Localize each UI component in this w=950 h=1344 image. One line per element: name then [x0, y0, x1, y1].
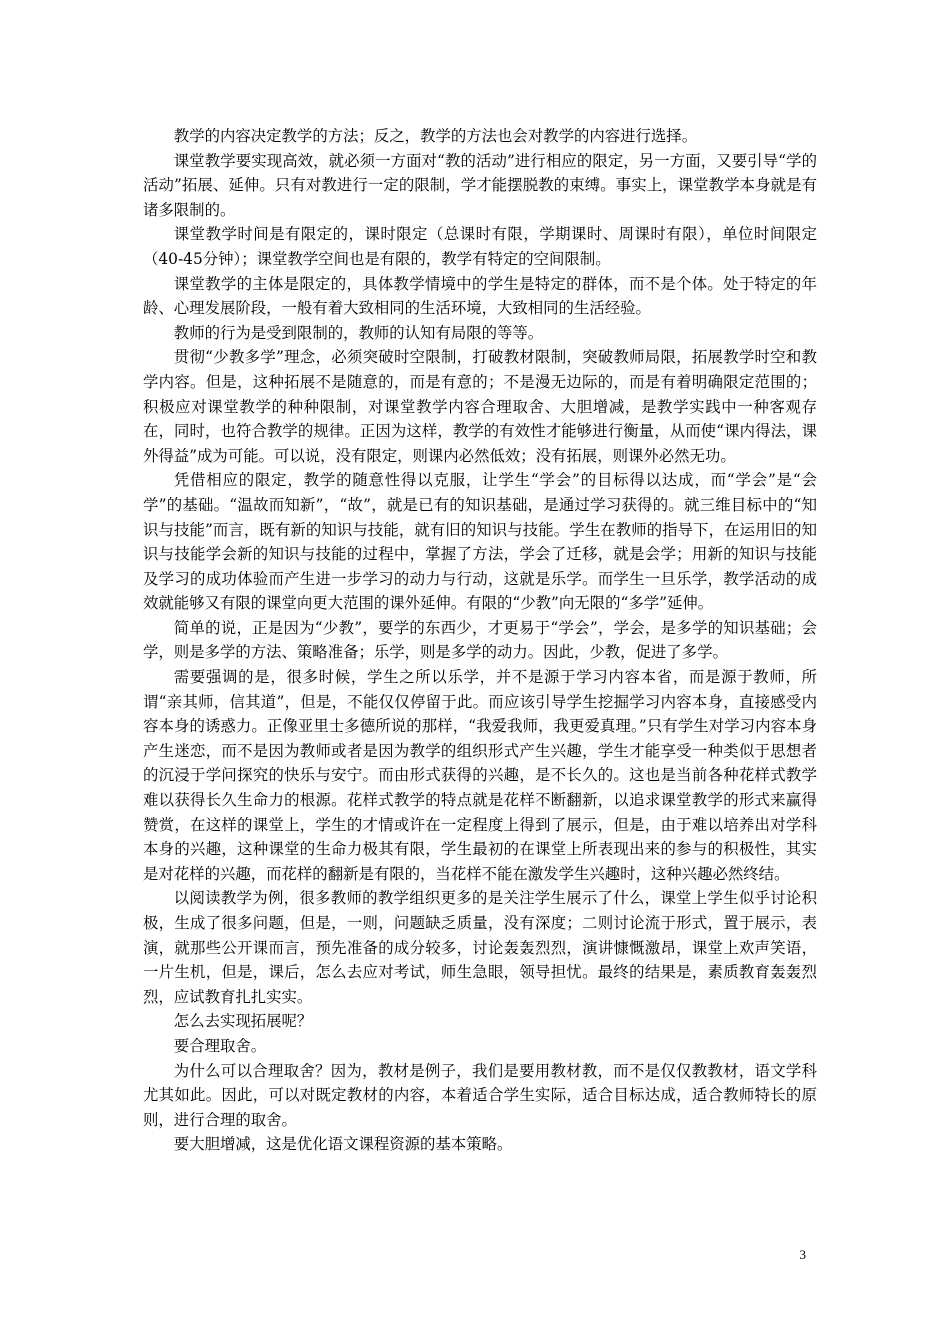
paragraph-8: 简单的说，正是因为“少教”，要学的东西少，才更易于“学会”，学会，是多学的知识基础；会学，则是多学的方法、策略准备；乐学，则是多学的动力。因此，少教，促进了多学。	[143, 618, 817, 662]
paragraph-9: 需要强调的是，很多时候，学生之所以乐学，并不是源于学习内容本省，而是源于教师，所谓“亲其师，信其道”，但是，不能仅仅停留于此。而应该引导学生挖掘学习内容本身，直接感受内容本身的诱惑力。正像亚里士多德所说的那样，“我爱我师，我更爱真理。”只有学生对学习内容本身产生迷恋，而不是因为教师或者是因为教学的组织形式产生兴趣，学生才能享受一种类似于思想者的沉浸于学问探究的快乐与安宁。而由形式获得的兴趣，是不长久的。这也是当前各种花样式教学难以获得长久生命力的根源。花样式教学的特点就是花样不断翻新，以追求课堂教学的形式来赢得赞赏，在这样的课堂上，学生的才情或许在一定程度上得到了展示，但是，由于难以培养出对学科本身的兴趣，这种课堂的生命力极其有限，学生最初的在课堂上所表现出来的参与的积极性，其实是对花样的兴趣，而花样的翻新是有限的，当花样不能在激发学生兴趣时，这种兴趣必然终结。	[143, 668, 817, 883]
paragraph-5: 教师的行为是受到限制的，教师的认知有局限的等等。	[173, 323, 544, 342]
paragraph-6: 贯彻“少教多学”理念，必须突破时空限制，打破教材限制，突破教师局限，拓展教学时空和教学内容。但是，这种拓展不是随意的，而是有意的；不是漫无边际的，而是有着明确限定范围的；积极应对课堂教学的种种限制，对课堂教学内容合理取舍、大胆增减，是教学实践中一种客观存在，同时，也符合教学的规律。正因为这样，教学的有效性才能够进行衡量，从而使“课内得法，课外得益”成为可能。可以说，没有限定，则课内必然低效；没有拓展，则课外必然无功。	[143, 348, 817, 465]
document-body	[143, 124, 817, 1157]
paragraph-2: 课堂教学要实现高效，就必须一方面对“教的活动”进行相应的限定，另一方面，又要引导“学的活动”拓展、延伸。只有对教进行一定的限制，学才能摆脱教的束缚。事实上，课堂教学本身就是有诸多限制的。	[143, 151, 817, 219]
paragraph-14: 要大胆增减，这是优化语文课程资源的基本策略。	[173, 1135, 513, 1154]
page-number: 3	[799, 1247, 806, 1262]
paragraph-12: 要合理取舍。	[173, 1036, 267, 1055]
paragraph-13: 为什么可以合理取舍？因为，教材是例子，我们是要用教材教，而不是仅仅教教材，语文学科尤其如此。因此，可以对既定教材的内容，本着适合学生实际，适合目标达成，适合教师特长的原则，进行合理的取舍。	[143, 1061, 817, 1129]
paragraph-7: 凭借相应的限定，教学的随意性得以克服，让学生“学会”的目标得以达成，而“学会”是“会学”的基础。“温故而知新”，“故”，就是已有的知识基础，是通过学习获得的。就三维目标中的“知识与技能”而言，既有新的知识与技能，就有旧的知识与技能。学生在教师的指导下，在运用旧的知识与技能学会新的知识与技能的过程中，掌握了方法，学会了迁移，就是会学；用新的知识与技能及学习的成功体验而产生进一步学习的动力与行动，这就是乐学。而学生一旦乐学，教学活动的成效就能够又有限的课堂向更大范围的课外延伸。有限的“少教”向无限的“多学”延伸。	[143, 471, 817, 613]
paragraph-10: 以阅读教学为例，很多教师的教学组织更多的是关注学生展示了什么，课堂上学生似乎讨论积极，生成了很多问题，但是，一则，问题缺乏质量，没有深度；二则讨论流于形式，置于展示，表演，就那些公开课而言，预先准备的成分较多，讨论轰轰烈烈，演讲慷慨激昂，课堂上欢声笑语，一片生机，但是，课后，怎么去应对考试，师生急眼，领导担忧。最终的结果是，素质教育轰轰烈烈，应试教育扎扎实实。	[143, 889, 817, 1006]
paragraph-4: 课堂教学的主体是限定的，具体教学情境中的学生是特定的群体，而不是个体。处于特定的年龄、心理发展阶段，一般有着大致相同的生活环境，大致相同的生活经验。	[143, 274, 817, 318]
paragraph-3: 课堂教学时间是有限定的，课时限定（总课时有限，学期课时、周课时有限），单位时间限定（40-45分钟）；课堂教学空间也是有限的，教学有特定的空间限制。	[143, 225, 817, 268]
paragraph-11: 怎么去实现拓展呢？	[173, 1012, 313, 1031]
paragraph-1: 教学的内容决定教学的方法；反之，教学的方法也会对教学的内容进行选择。	[173, 127, 698, 145]
